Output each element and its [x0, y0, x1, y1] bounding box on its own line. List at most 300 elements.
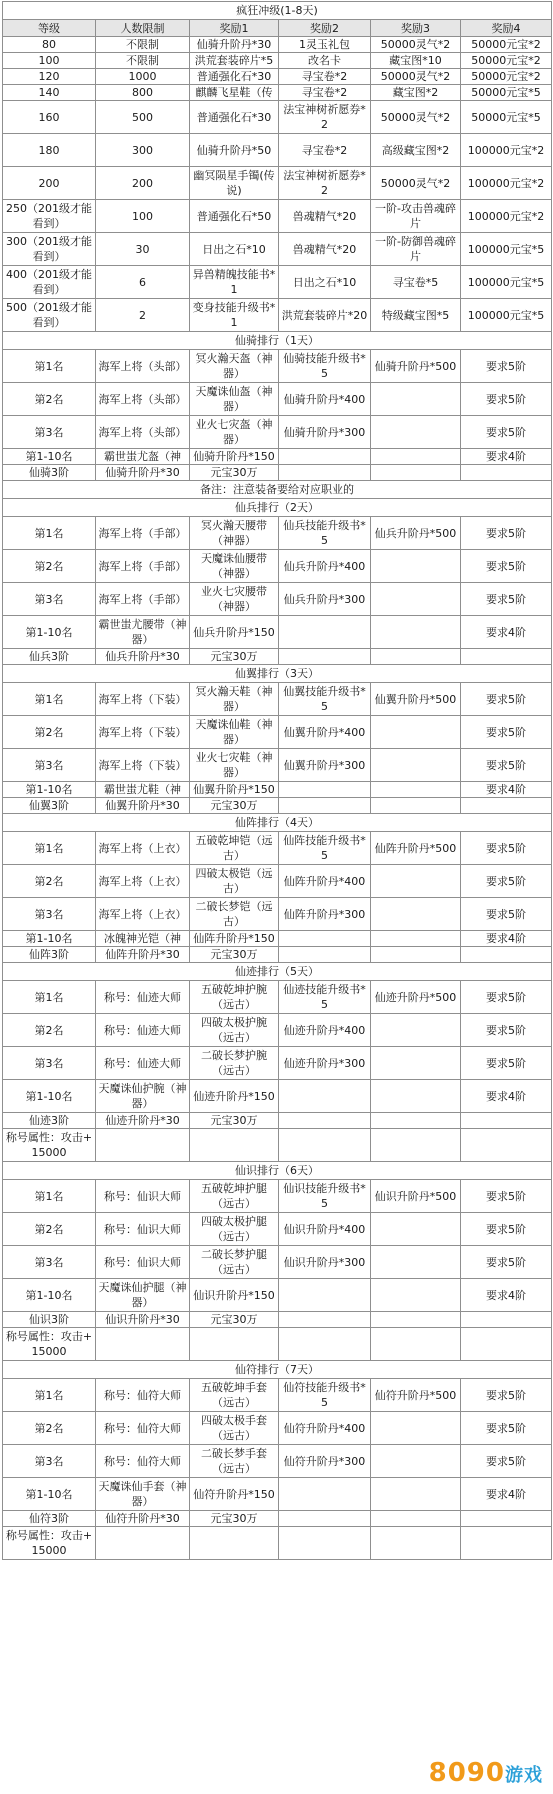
- ranking-row: [3, 583, 552, 616]
- cell: [279, 1527, 371, 1560]
- cell: 第1名: [3, 832, 96, 865]
- cell: 改名卡: [279, 53, 371, 69]
- ranking-row: [3, 517, 552, 550]
- cell: [371, 1445, 461, 1478]
- ranking-row: [3, 832, 552, 865]
- cell: [279, 1478, 371, 1511]
- cell: 第3名: [3, 416, 96, 449]
- cell: 800: [96, 85, 190, 101]
- ranking-row: [3, 465, 552, 481]
- cell: 仙阵技能升级书*5: [279, 832, 371, 865]
- cell: 仙符升阶丹*30: [96, 1511, 190, 1527]
- cell: 称号：仙识大师: [96, 1180, 190, 1213]
- cell: 仙迹升阶丹*500: [371, 981, 461, 1014]
- cell: 1000: [96, 69, 190, 85]
- cell: 寻宝卷*5: [371, 266, 461, 299]
- cell: 30: [96, 233, 190, 266]
- ranking-row: [3, 1213, 552, 1246]
- cell: [279, 465, 371, 481]
- cell: 冰魄神光铠（神: [96, 931, 190, 947]
- cell: 日出之石*10: [190, 233, 279, 266]
- ranking-row: [3, 1511, 552, 1527]
- cell: [279, 616, 371, 649]
- cell: [461, 1511, 552, 1527]
- ranking-row: [3, 1246, 552, 1279]
- cell: 一阶-攻击兽魂碎片: [371, 200, 461, 233]
- cell: 不限制: [96, 37, 190, 53]
- cell: 仙识升阶丹*400: [279, 1213, 371, 1246]
- cell: 要求5阶: [461, 416, 552, 449]
- cell: 要求5阶: [461, 583, 552, 616]
- cell: [371, 1279, 461, 1312]
- cell: 第2名: [3, 1213, 96, 1246]
- cell: 要求5阶: [461, 981, 552, 1014]
- cell: [371, 1213, 461, 1246]
- cell: 100000元宝*2: [461, 134, 552, 167]
- cell: 要求5阶: [461, 1445, 552, 1478]
- cell: 元宝30万: [190, 649, 279, 665]
- cell: 仙骑技能升级书*5: [279, 350, 371, 383]
- cell: 奖励4: [461, 20, 552, 37]
- ranking-row: [3, 350, 552, 383]
- cell: 海军上将（上衣）: [96, 898, 190, 931]
- ranking-row: [3, 1279, 552, 1312]
- cell: 仙翼升阶丹*300: [279, 749, 371, 782]
- cell: 300（201级才能看到）: [3, 233, 96, 266]
- cell: [371, 947, 461, 963]
- table-title: [3, 2, 552, 20]
- cell: 120: [3, 69, 96, 85]
- cell: 元宝30万: [190, 798, 279, 814]
- cell: 异兽精魄技能书*1: [190, 266, 279, 299]
- cell: 100: [96, 200, 190, 233]
- cell: 要求5阶: [461, 1180, 552, 1213]
- cell: 500（201级才能看到）: [3, 299, 96, 332]
- cell: 要求5阶: [461, 832, 552, 865]
- cell: 仙符排行（7天）: [3, 1361, 552, 1379]
- ranking-row: [3, 798, 552, 814]
- cell: 法宝神树祈愿券*2: [279, 167, 371, 200]
- cell: 霸世蚩尤腰带（神器）: [96, 616, 190, 649]
- ranking-row: [3, 1379, 552, 1412]
- cell: [371, 465, 461, 481]
- cell: 称号属性：攻击+15000: [3, 1527, 96, 1560]
- cell: [96, 1129, 190, 1162]
- cell: 仙迹排行（5天）: [3, 963, 552, 981]
- cell: 仙迹升阶丹*400: [279, 1014, 371, 1047]
- ranking-row: [3, 749, 552, 782]
- cell: [190, 1328, 279, 1361]
- cell: [371, 1080, 461, 1113]
- cell: 仙骑排行（1天）: [3, 332, 552, 350]
- cell: 第3名: [3, 749, 96, 782]
- watermark-logo: 8090游戏: [428, 1758, 543, 1788]
- cell: 霸世蚩尤鞋（神: [96, 782, 190, 798]
- cell: 仙迹技能升级书*5: [279, 981, 371, 1014]
- cell: 疯狂冲级(1-8天): [3, 2, 552, 20]
- cell: 特级藏宝图*5: [371, 299, 461, 332]
- cell: 第1-10名: [3, 449, 96, 465]
- cell: 海军上将（手部）: [96, 583, 190, 616]
- cell: [279, 931, 371, 947]
- section-title: [3, 963, 552, 981]
- ranking-row: [3, 550, 552, 583]
- ranking-row: [3, 981, 552, 1014]
- cell: [371, 749, 461, 782]
- cell: 天魔诛仙腰带（神器）: [190, 550, 279, 583]
- cell: 50000元宝*2: [461, 53, 552, 69]
- level-row: [3, 167, 552, 200]
- cell: 仙翼升阶丹*150: [190, 782, 279, 798]
- cell: 麒麟飞星鞋（传: [190, 85, 279, 101]
- cell: 第1名: [3, 1379, 96, 1412]
- cell: 仙兵升阶丹*30: [96, 649, 190, 665]
- cell: 仙识升阶丹*300: [279, 1246, 371, 1279]
- cell: 日出之石*10: [279, 266, 371, 299]
- cell: 海军上将（手部）: [96, 517, 190, 550]
- level-row: [3, 101, 552, 134]
- cell: [371, 716, 461, 749]
- cell: 仙识升阶丹*150: [190, 1279, 279, 1312]
- cell: 法宝神树祈愿券*2: [279, 101, 371, 134]
- level-row: [3, 299, 552, 332]
- cell: [371, 1478, 461, 1511]
- ranking-row: [3, 449, 552, 465]
- cell: 仙识技能升级书*5: [279, 1180, 371, 1213]
- cell: 200: [3, 167, 96, 200]
- ranking-row: [3, 1129, 552, 1162]
- cell: 海军上将（上衣）: [96, 865, 190, 898]
- cell: 元宝30万: [190, 465, 279, 481]
- cell: 50000元宝*2: [461, 37, 552, 53]
- cell: [371, 798, 461, 814]
- cell: [279, 1080, 371, 1113]
- cell: 第3名: [3, 1445, 96, 1478]
- cell: 海军上将（手部）: [96, 550, 190, 583]
- section-title: [3, 1162, 552, 1180]
- cell: [279, 947, 371, 963]
- cell: 称号：仙迹大师: [96, 1047, 190, 1080]
- cell: 要求5阶: [461, 683, 552, 716]
- cell: 幽冥陨星手镯(传说): [190, 167, 279, 200]
- cell: 1灵玉礼包: [279, 37, 371, 53]
- cell: 海军上将（头部）: [96, 416, 190, 449]
- cell: 一阶-防御兽魂碎片: [371, 233, 461, 266]
- cell: 要求4阶: [461, 616, 552, 649]
- cell: 仙阵升阶丹*30: [96, 947, 190, 963]
- cell: [371, 1412, 461, 1445]
- cell: [279, 1129, 371, 1162]
- cell: [96, 1328, 190, 1361]
- cell: 第1-10名: [3, 616, 96, 649]
- cell: 仙兵升阶丹*500: [371, 517, 461, 550]
- ranking-row: [3, 947, 552, 963]
- cell: 第3名: [3, 1047, 96, 1080]
- cell: 变身技能升级书*1: [190, 299, 279, 332]
- cell: [371, 931, 461, 947]
- note-row: [3, 481, 552, 499]
- cell: 兽魂精气*20: [279, 200, 371, 233]
- cell: 要求5阶: [461, 350, 552, 383]
- cell: 仙兵升阶丹*150: [190, 616, 279, 649]
- cell: 业火七灾鞋（神器）: [190, 749, 279, 782]
- cell: 称号：仙识大师: [96, 1246, 190, 1279]
- cell: 仙符技能升级书*5: [279, 1379, 371, 1412]
- cell: [190, 1527, 279, 1560]
- cell: 天魔诛仙盔（神器）: [190, 383, 279, 416]
- cell: 称号：仙识大师: [96, 1213, 190, 1246]
- cell: 要求4阶: [461, 1279, 552, 1312]
- ranking-row: [3, 865, 552, 898]
- ranking-row: [3, 1113, 552, 1129]
- cell: 第3名: [3, 583, 96, 616]
- cell: 要求4阶: [461, 1478, 552, 1511]
- cell: [371, 898, 461, 931]
- cell: 仙骑升阶丹*150: [190, 449, 279, 465]
- ranking-row: [3, 1328, 552, 1361]
- cell: 天魔诛仙鞋（神器）: [190, 716, 279, 749]
- cell: 仙翼升阶丹*500: [371, 683, 461, 716]
- cell: 洪荒套装碎片*5: [190, 53, 279, 69]
- ranking-row: [3, 1014, 552, 1047]
- cell: 天魔诛仙护腿（神器）: [96, 1279, 190, 1312]
- cell: 仙符升阶丹*150: [190, 1478, 279, 1511]
- cell: 180: [3, 134, 96, 167]
- cell: 50000灵气*2: [371, 69, 461, 85]
- cell: 海军上将（头部）: [96, 383, 190, 416]
- cell: [371, 865, 461, 898]
- cell: 第3名: [3, 1246, 96, 1279]
- cell: 300: [96, 134, 190, 167]
- cell: 称号：仙符大师: [96, 1412, 190, 1445]
- cell: 普通强化石*50: [190, 200, 279, 233]
- ranking-row: [3, 931, 552, 947]
- cell: 仙骑升阶丹*300: [279, 416, 371, 449]
- cell: [279, 798, 371, 814]
- ranking-row: [3, 683, 552, 716]
- cell: 寻宝卷*2: [279, 134, 371, 167]
- cell: [461, 1312, 552, 1328]
- cell: [371, 416, 461, 449]
- cell: 五破乾坤手套（远古）: [190, 1379, 279, 1412]
- cell: [96, 1527, 190, 1560]
- cell: 160: [3, 101, 96, 134]
- cell: [371, 550, 461, 583]
- ranking-row: [3, 898, 552, 931]
- cell: 不限制: [96, 53, 190, 69]
- cell: 奖励2: [279, 20, 371, 37]
- cell: 仙识排行（6天）: [3, 1162, 552, 1180]
- cell: 第1名: [3, 1180, 96, 1213]
- cell: 仙翼3阶: [3, 798, 96, 814]
- cell: 高级藏宝图*2: [371, 134, 461, 167]
- cell: 第1名: [3, 517, 96, 550]
- cell: 仙兵排行（2天）: [3, 499, 552, 517]
- section-title: [3, 665, 552, 683]
- level-row: [3, 134, 552, 167]
- level-row: [3, 37, 552, 53]
- cell: 元宝30万: [190, 947, 279, 963]
- cell: 仙阵升阶丹*150: [190, 931, 279, 947]
- cell: [371, 1527, 461, 1560]
- cell: 第1-10名: [3, 1080, 96, 1113]
- cell: [371, 583, 461, 616]
- cell: 要求5阶: [461, 550, 552, 583]
- cell: 要求5阶: [461, 1412, 552, 1445]
- cell: 要求5阶: [461, 517, 552, 550]
- cell: 元宝30万: [190, 1312, 279, 1328]
- cell: 仙识升阶丹*500: [371, 1180, 461, 1213]
- cell: 称号：仙符大师: [96, 1379, 190, 1412]
- cell: [371, 782, 461, 798]
- cell: [190, 1129, 279, 1162]
- cell: [371, 1511, 461, 1527]
- cell: 要求5阶: [461, 1014, 552, 1047]
- cell: 仙翼排行（3天）: [3, 665, 552, 683]
- cell: 仙兵技能升级书*5: [279, 517, 371, 550]
- ranking-row: [3, 1047, 552, 1080]
- cell: 仙骑升阶丹*30: [96, 465, 190, 481]
- cell: [461, 1328, 552, 1361]
- cell: 第2名: [3, 1412, 96, 1445]
- cell: 天魔诛仙手套（神器）: [96, 1478, 190, 1511]
- reward-table: [2, 1, 552, 1560]
- cell: 50000灵气*2: [371, 167, 461, 200]
- cell: 仙兵升阶丹*400: [279, 550, 371, 583]
- cell: 四破太极手套（远古）: [190, 1412, 279, 1445]
- cell: 霸世蚩尤盔（神: [96, 449, 190, 465]
- level-row: [3, 266, 552, 299]
- cell: 第2名: [3, 716, 96, 749]
- cell: 四破太极护腿（远古）: [190, 1213, 279, 1246]
- section-title: [3, 1361, 552, 1379]
- cell: [371, 383, 461, 416]
- ranking-row: [3, 649, 552, 665]
- cell: [461, 1129, 552, 1162]
- cell: 要求5阶: [461, 716, 552, 749]
- cell: 80: [3, 37, 96, 53]
- ranking-row: [3, 1080, 552, 1113]
- cell: 称号：仙迹大师: [96, 981, 190, 1014]
- cell: 仙迹升阶丹*300: [279, 1047, 371, 1080]
- cell: 海军上将（下装）: [96, 716, 190, 749]
- cell: 五破乾坤护腿（远古）: [190, 1180, 279, 1213]
- cell: 仙阵3阶: [3, 947, 96, 963]
- cell: [371, 1328, 461, 1361]
- cell: 仙识升阶丹*30: [96, 1312, 190, 1328]
- cell: [371, 649, 461, 665]
- cell: 第1名: [3, 981, 96, 1014]
- cell: 200: [96, 167, 190, 200]
- cell: 250（201级才能看到）: [3, 200, 96, 233]
- cell: 仙骑3阶: [3, 465, 96, 481]
- cell: 仙兵升阶丹*300: [279, 583, 371, 616]
- ranking-row: [3, 416, 552, 449]
- cell: [279, 1279, 371, 1312]
- ranking-row: [3, 1180, 552, 1213]
- cell: [279, 1511, 371, 1527]
- cell: [461, 1527, 552, 1560]
- cell: [279, 449, 371, 465]
- cell: 100000元宝*5: [461, 233, 552, 266]
- cell: 50000灵气*2: [371, 101, 461, 134]
- cell: 100000元宝*2: [461, 200, 552, 233]
- cell: [371, 1312, 461, 1328]
- cell: 仙骑升阶丹*50: [190, 134, 279, 167]
- cell: 寻宝卷*2: [279, 85, 371, 101]
- cell: 要求5阶: [461, 1246, 552, 1279]
- cell: 称号属性：攻击+15000: [3, 1328, 96, 1361]
- ranking-row: [3, 1312, 552, 1328]
- level-row: [3, 53, 552, 69]
- cell: 仙兵3阶: [3, 649, 96, 665]
- cell: 业火七灾腰带（神器）: [190, 583, 279, 616]
- cell: 四破太极铠（远古）: [190, 865, 279, 898]
- cell: 400（201级才能看到）: [3, 266, 96, 299]
- cell: 海军上将（下装）: [96, 749, 190, 782]
- cell: 第1-10名: [3, 1279, 96, 1312]
- cell: 100000元宝*2: [461, 167, 552, 200]
- cell: [461, 465, 552, 481]
- cell: 藏宝图*10: [371, 53, 461, 69]
- cell: 500: [96, 101, 190, 134]
- cell: 第3名: [3, 898, 96, 931]
- cell: 仙迹升阶丹*150: [190, 1080, 279, 1113]
- cell: 仙符升阶丹*400: [279, 1412, 371, 1445]
- cell: 洪荒套装碎片*20: [279, 299, 371, 332]
- cell: [461, 1113, 552, 1129]
- cell: 兽魂精气*20: [279, 233, 371, 266]
- cell: 要求5阶: [461, 383, 552, 416]
- cell: 50000元宝*2: [461, 69, 552, 85]
- cell: 称号属性：攻击+15000: [3, 1129, 96, 1162]
- section-title: [3, 332, 552, 350]
- cell: 要求5阶: [461, 1213, 552, 1246]
- cell: 50000灵气*2: [371, 37, 461, 53]
- cell: 要求5阶: [461, 865, 552, 898]
- cell: 100: [3, 53, 96, 69]
- cell: [279, 649, 371, 665]
- cell: [279, 1328, 371, 1361]
- cell: 四破太极护腕（远古）: [190, 1014, 279, 1047]
- cell: 寻宝卷*2: [279, 69, 371, 85]
- cell: 二破长梦护腿（远古）: [190, 1246, 279, 1279]
- cell: 二破长梦护腕（远古）: [190, 1047, 279, 1080]
- cell: 仙符3阶: [3, 1511, 96, 1527]
- cell: [279, 1312, 371, 1328]
- cell: 仙阵升阶丹*500: [371, 832, 461, 865]
- cell: 6: [96, 266, 190, 299]
- ranking-row: [3, 1478, 552, 1511]
- ranking-row: [3, 1412, 552, 1445]
- cell: 仙阵升阶丹*400: [279, 865, 371, 898]
- cell: 冥火瀚天腰带（神器）: [190, 517, 279, 550]
- ranking-row: [3, 616, 552, 649]
- cell: 2: [96, 299, 190, 332]
- section-title: [3, 814, 552, 832]
- cell: [371, 1014, 461, 1047]
- cell: [461, 649, 552, 665]
- cell: 藏宝图*2: [371, 85, 461, 101]
- cell: 普通强化石*30: [190, 101, 279, 134]
- cell: 仙翼升阶丹*30: [96, 798, 190, 814]
- cell: 100000元宝*5: [461, 266, 552, 299]
- cell: 仙迹3阶: [3, 1113, 96, 1129]
- cell: 业火七灾盔（神器）: [190, 416, 279, 449]
- cell: 第1-10名: [3, 1478, 96, 1511]
- cell: 仙阵排行（4天）: [3, 814, 552, 832]
- cell: [371, 1113, 461, 1129]
